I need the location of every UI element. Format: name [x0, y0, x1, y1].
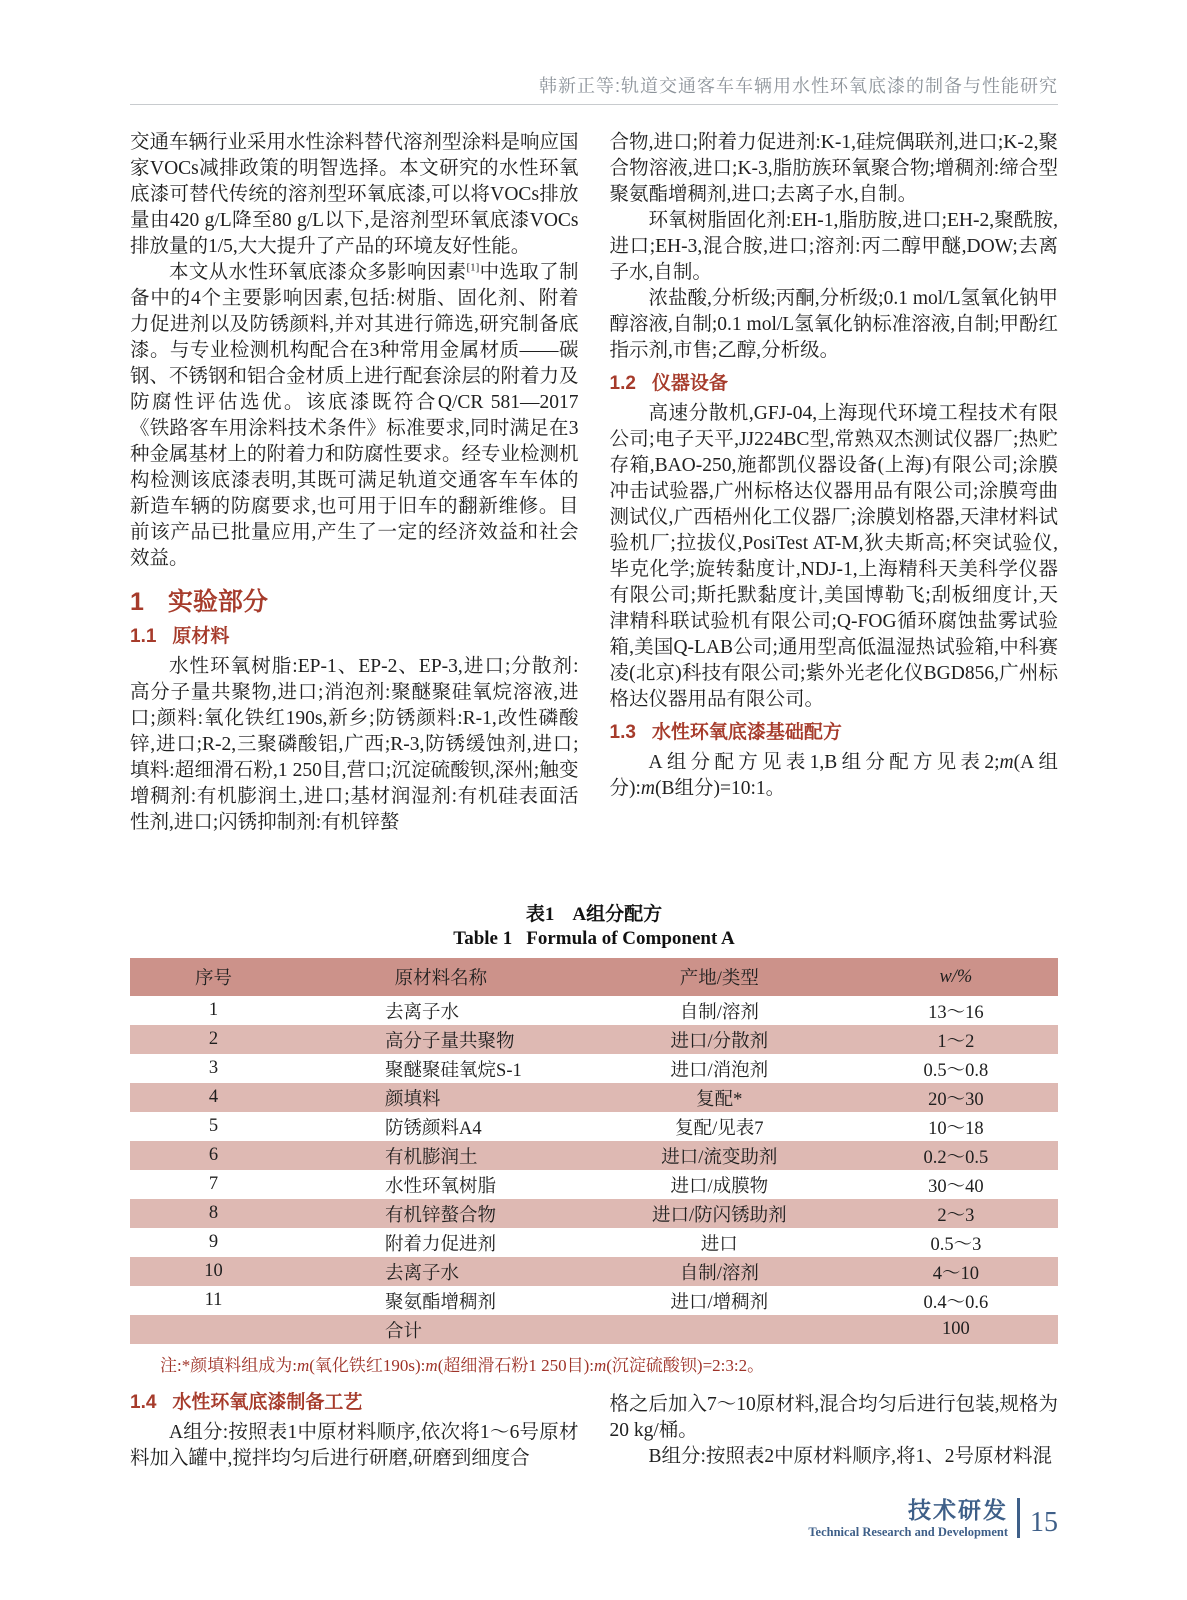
table1-label-zh: 表1 — [525, 904, 555, 925]
table-cell: 合计 — [385, 1321, 423, 1342]
bottom-right-column — [610, 1392, 1059, 1472]
reference-marker: [1] — [466, 261, 480, 274]
paragraph-text: A组分配方见表1,B组分配方见表2; — [648, 751, 1000, 773]
table-cell: 20～30 — [928, 1089, 984, 1110]
table-row — [130, 1315, 1058, 1344]
paragraph-prep-component-a: A组分:按照表1中原材料顺序,依次将1～6号原材料加入罐中,搅拌均匀后进行研磨,研磨到细度合 — [130, 1421, 579, 1469]
table1-header-row — [130, 958, 1058, 996]
table1-header-cell: w/% — [854, 958, 1058, 996]
subsection-title: 原材料 — [172, 625, 230, 647]
subsection-number: 1.3 — [609, 721, 636, 743]
paragraph-raw-materials: 水性环氧树脂:EP-1、EP-2、EP-3,进口;分散剂:高分子量共聚物,进口;消泡剂:聚醚聚硅氧烷溶液,进口;颜料:氧化铁红190s,新乡;防锈颜料:R-1,改性磷酸锌,进口;R-2,三聚磷酸铝,广西;R-3,防锈缓蚀剂,进口;填料:超细滑石粉,1 250目,营口;沉淀硫酸钡,深州;触变增稠剂:有机膨润土,进口;基材润湿剂:有机硅表面活性剂,进口;闪锈抑制剂:有机锌螯 — [130, 655, 579, 833]
bottom-left-column — [130, 1392, 579, 1472]
table-cell: 附着力促进剂 — [385, 1234, 497, 1255]
table-cell: 7 — [208, 1174, 219, 1194]
italic-m: m — [999, 751, 1014, 773]
subsection-heading-1-4 — [130, 1392, 579, 1415]
table1-caption-en: Formula of Component A — [526, 928, 735, 949]
table-cell: 6 — [208, 1145, 219, 1165]
right-column — [610, 130, 1059, 836]
table-cell: 2 — [208, 1029, 219, 1049]
paragraph-instruments: 高速分散机,GFJ-04,上海现代环境工程技术有限公司;电子天平,JJ224BC型,常熟双杰测试仪器厂;热贮存箱,BAO-250,施都凯仪器设备(上海)有限公司;涂膜冲击试验器,广州标格达仪器用品有限公司;涂膜弯曲测试仪,广西梧州化工仪器厂;涂膜划格器,天津材料试验机厂;拉拔仪,PosiTest AT-M,狄夫斯高;杯突试验仪,毕克化学;旋转黏度计,NDJ-1,上海精科天美科学仪器有限公司;斯托默黏度计,美国博勒飞;刮板细度计,天津精科联试验机有限公司;Q-FOG循环腐蚀盐雾试验箱,美国Q-LAB公司;通用型高低温湿热试验箱,中科赛凌(北京)科技有限公司;紫外光老化仪BGD856,广州标格达仪器用品有限公司。 — [609, 402, 1058, 710]
italic-m: m — [425, 1356, 438, 1375]
table-cell: 9 — [208, 1232, 219, 1252]
table1-block — [130, 903, 1058, 1377]
table-cell: 13～16 — [928, 1002, 984, 1023]
top-columns — [130, 130, 1058, 836]
note-text: (沉淀硫酸钡)=2:3:2。 — [606, 1356, 765, 1375]
paragraph-prep-component-b: B组分:按照表2中原材料顺序,将1、2号原材料混 — [648, 1446, 1053, 1467]
paragraph-formula-ratio — [610, 750, 1059, 802]
table-cell: 颜填料 — [385, 1089, 441, 1110]
table1 — [130, 958, 1058, 1344]
paragraph-influence-factors — [130, 260, 579, 572]
table-cell: 去离子水 — [385, 1263, 460, 1284]
table-row — [130, 1112, 1058, 1141]
table1-header-cell: 序号 — [130, 958, 297, 996]
italic-m: m — [593, 1356, 607, 1375]
table-cell: 聚醚聚硅氧烷S-1 — [385, 1060, 522, 1081]
paragraph-text: 中选取了制备中的4个主要影响因素,包括:树脂、固化剂、附着力促进剂以及防锈颜料,并对其进行筛选,研究制备底漆。与专业检测机构配合在3种常用金属材质——碳钢、不锈钢和铝合金材质上进行配套涂层的附着力及防腐性评估选优。该底漆既符合Q/CR 581—2017《铁路客车用涂料技术条件》标准要求,同时满足在3种金属基材上的附着力和防腐性要求。经专业检测机构检测该底漆表明,其既可满足轨道交通客车车体的新造车辆的防腐要求,也可用于旧车的翻新维修。目前该产品已批量应用,产生了一定的经济效益和社会效益。 — [130, 262, 579, 569]
italic-m: m — [640, 777, 656, 799]
table-row — [130, 1257, 1058, 1286]
table1-note — [130, 1355, 1058, 1377]
table-row — [130, 1054, 1058, 1083]
table-row — [130, 1170, 1058, 1199]
page-number: 15 — [1030, 1506, 1058, 1538]
table1-title-zh — [130, 903, 1058, 927]
subsection-title: 水性环氧底漆基础配方 — [651, 721, 842, 743]
paragraph-text: 本文从水性环氧底漆众多影响因素 — [169, 262, 467, 283]
subsection-heading-1-3 — [610, 722, 1059, 745]
table-cell: 有机锌螯合物 — [385, 1205, 497, 1226]
running-title: 韩新正等:轨道交通客车车辆用水性环氧底漆的制备与性能研究 — [539, 76, 1058, 96]
table-cell: 11 — [204, 1290, 223, 1310]
table-cell: 有机膨润土 — [385, 1147, 478, 1168]
table-cell: 3 — [208, 1058, 219, 1078]
paragraph-text: (A组分): — [609, 751, 1058, 799]
header-divider — [130, 104, 1058, 105]
table-cell: 进口/增稠剂 — [670, 1292, 769, 1313]
subsection-heading-1-1 — [130, 626, 579, 649]
table-cell: 0.2～0.5 — [923, 1147, 989, 1168]
subsection-title: 水性环氧底漆制备工艺 — [172, 1392, 363, 1413]
subsection-title: 仪器设备 — [651, 373, 728, 394]
table-cell: 聚氨酯增稠剂 — [385, 1292, 497, 1313]
table-cell: 30～40 — [928, 1176, 984, 1197]
table-cell: 高分子量共聚物 — [385, 1031, 515, 1052]
table-cell — [585, 1315, 854, 1344]
paragraph-curing-agents: 环氧树脂固化剂:EH-1,脂肪胺,进口;EH-2,聚酰胺,进口;EH-3,混合胺,进口;溶剂:丙二醇甲醚,DOW;去离子水,自制。 — [609, 210, 1058, 283]
table-cell: 0.5～0.8 — [923, 1060, 989, 1081]
table-cell: 5 — [208, 1116, 219, 1136]
table-cell — [130, 1315, 297, 1344]
footer-divider — [1017, 1498, 1020, 1538]
footer-column-name-en: Technical Research and Development — [808, 1524, 1008, 1539]
paragraph-text: (B组分)=10:1。 — [655, 777, 786, 799]
table1-body — [130, 996, 1058, 1344]
note-text: (超细滑石粉1 250目): — [437, 1356, 594, 1375]
table-cell: 100 — [942, 1319, 970, 1339]
note-text: (氧化铁红190s): — [309, 1356, 426, 1375]
paragraph-prep-a-continued: 格之后加入7～10原材料,混合均匀后进行包装,规格为20 kg/桶。 — [609, 1394, 1059, 1441]
table-cell: 进口/流变助剂 — [661, 1147, 778, 1168]
table1-label-en: Table 1 — [453, 928, 513, 949]
paragraph-raw-materials-cont: 合物,进口;附着力促进剂:K-1,硅烷偶联剂,进口;K-2,聚合物溶液,进口;K-3,脂肪族环氧聚合物;增稠剂:缔合型聚氨酯增稠剂,进口;去离子水,自制。 — [609, 132, 1058, 205]
table-cell: 10 — [204, 1261, 223, 1281]
bottom-columns — [130, 1392, 1058, 1472]
table-row — [130, 1025, 1058, 1054]
table-cell: 去离子水 — [385, 1002, 460, 1023]
section-number: 1 — [130, 588, 144, 616]
table-row — [130, 1228, 1058, 1257]
table1-header-cell: 原材料名称 — [297, 958, 585, 996]
table-row — [130, 1286, 1058, 1315]
table-cell: 10～18 — [928, 1118, 984, 1139]
table-cell: 2～3 — [937, 1205, 975, 1226]
section-heading-1 — [130, 588, 579, 617]
table-cell: 水性环氧树脂 — [385, 1176, 497, 1197]
table-cell: 进口/消泡剂 — [670, 1060, 769, 1081]
table-row — [130, 1199, 1058, 1228]
paragraph-reagents: 浓盐酸,分析级;丙酮,分析级;0.1 mol/L氢氧化钠甲醇溶液,自制;0.1 mol/L氢氧化钠标准溶液,自制;甲酚红指示剂,市售;乙醇,分析级。 — [609, 288, 1059, 361]
table-cell: 4 — [208, 1087, 219, 1107]
note-text: 注:*颜填料组成为: — [160, 1356, 297, 1375]
paragraph-voc-intro: 交通车辆行业采用水性涂料替代溶剂型涂料是响应国家VOCs减排政策的明智选择。本文研究的水性环氧底漆可替代传统的溶剂型环氧底漆,可以将VOCs排放量由420 g/L降至80 g/L以下,是溶剂型环氧底漆VOCs排放量的1/5,大大提升了产品的环境友好性能。 — [130, 132, 579, 257]
table-cell: 4～10 — [932, 1263, 980, 1284]
table-cell: 进口 — [700, 1234, 738, 1255]
table-cell: 自制/溶剂 — [679, 1002, 759, 1023]
table-cell: 1 — [208, 1000, 219, 1020]
table1-header-cell: 产地/类型 — [585, 958, 854, 996]
footer-column-name-zh: 技术研发 — [908, 1497, 1008, 1523]
subsection-number: 1.2 — [609, 373, 636, 394]
table-cell: 进口/分散剂 — [670, 1031, 769, 1052]
table-row — [130, 1141, 1058, 1170]
page-footer — [808, 1496, 1058, 1540]
table1-caption-zh: A组分配方 — [572, 904, 663, 925]
table-cell: 8 — [208, 1203, 219, 1223]
table-cell: 复配/见表7 — [675, 1118, 764, 1139]
table-cell: 进口/成膜物 — [670, 1176, 769, 1197]
table-cell: 进口/防闪锈助剂 — [651, 1205, 787, 1226]
table-cell: 复配* — [696, 1089, 743, 1110]
table-row — [130, 996, 1058, 1025]
section-title: 实验部分 — [167, 588, 268, 616]
table-row — [130, 1083, 1058, 1112]
table-cell: 自制/溶剂 — [679, 1263, 759, 1284]
subsection-heading-1-2 — [610, 373, 1059, 396]
table-cell: 0.4～0.6 — [923, 1292, 989, 1313]
footer-labels — [808, 1496, 1008, 1540]
subsection-number: 1.1 — [130, 625, 157, 647]
table-cell: 0.5～3 — [930, 1234, 982, 1255]
italic-m: m — [296, 1356, 310, 1375]
table1-title-en — [130, 927, 1058, 951]
table-cell: 防锈颜料A4 — [385, 1118, 482, 1139]
left-column — [130, 130, 579, 836]
table-cell: 1～2 — [937, 1031, 975, 1052]
subsection-number: 1.4 — [130, 1392, 157, 1413]
